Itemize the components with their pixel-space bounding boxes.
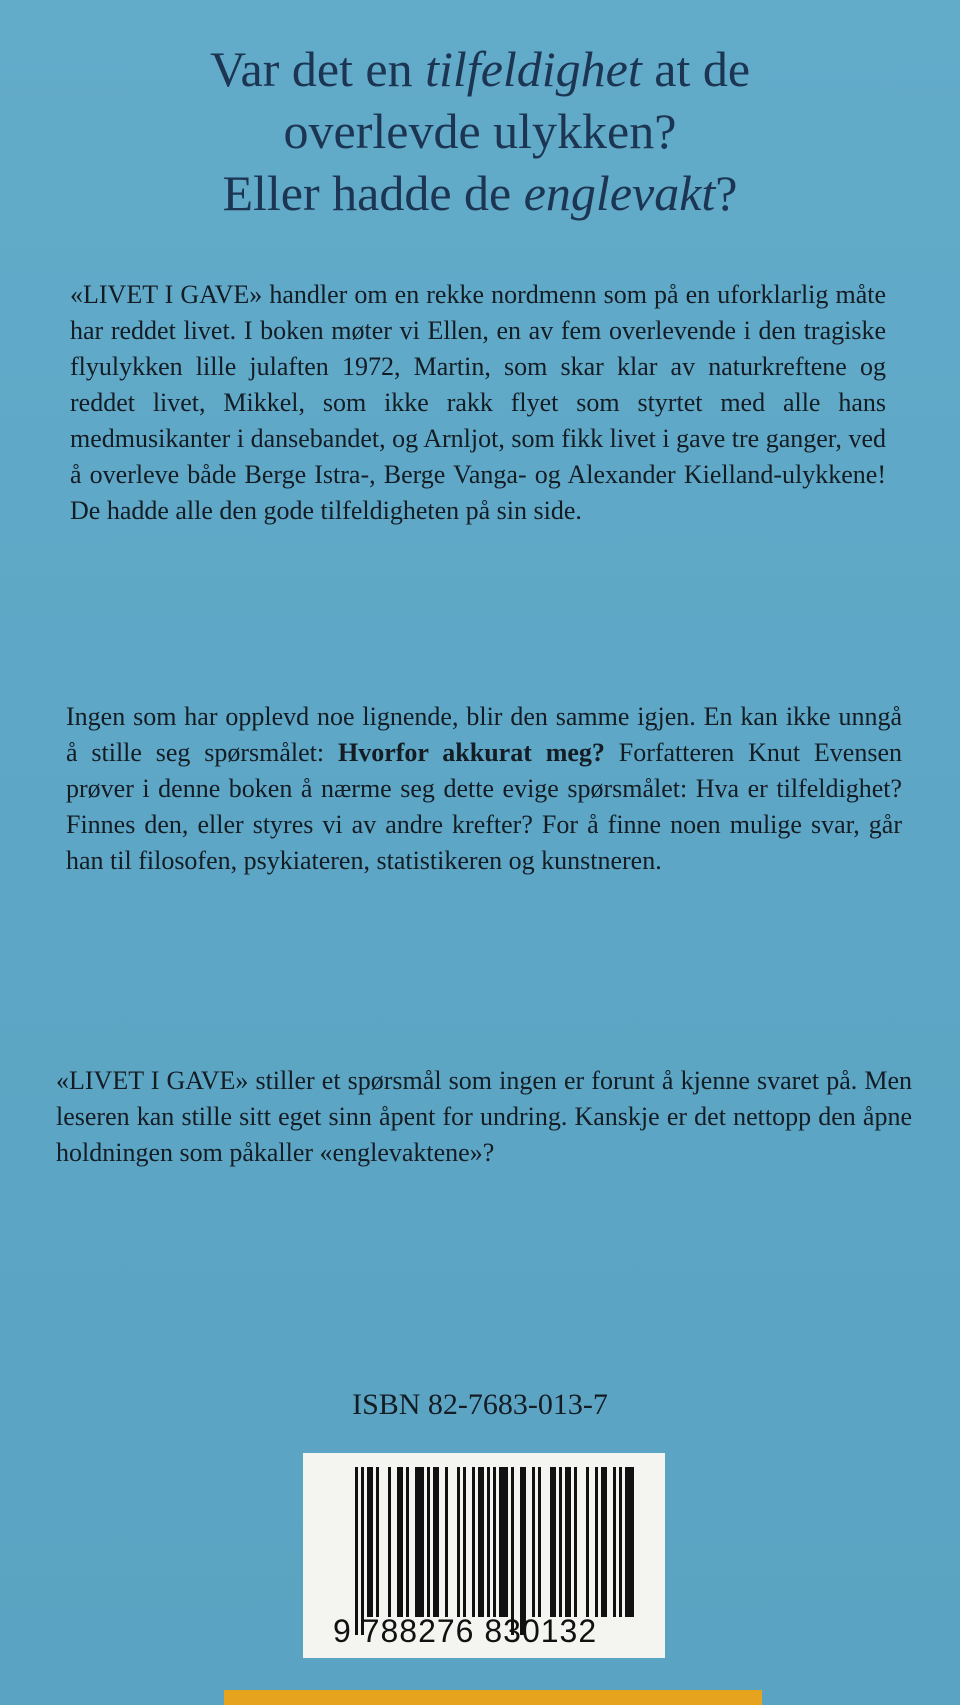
paragraph-text: Ingen som har opplevd noe lignende, blir den samme igjen. En kan ikke unngå å stille seg spørsmålet: <box>66 702 902 767</box>
barcode-bar <box>601 1467 607 1617</box>
barcode-bar <box>511 1467 514 1635</box>
barcode-digits: 9 788276 830132 <box>333 1613 598 1649</box>
barcode-bar <box>499 1467 508 1617</box>
accent-strip <box>224 1690 762 1705</box>
barcode-bar <box>478 1467 484 1617</box>
blurb-paragraph-3: «LIVET I GAVE» stiller et spørsmål som ingen er forunt å kjenne svaret på. Men leseren kan stille sitt eget sinn åpent for undring. Kanskje er det nettopp den åpne holdningen som påkaller «englevaktene»? <box>56 1066 912 1167</box>
headline-text: at de <box>641 41 751 97</box>
barcode-bar <box>532 1467 535 1617</box>
barcode-bar <box>472 1467 475 1617</box>
barcode-bar <box>595 1467 598 1617</box>
barcode-bar <box>397 1467 403 1617</box>
barcode-bar <box>355 1467 358 1635</box>
headline-line-2: overlevde ulykken? <box>283 103 677 159</box>
barcode-bar <box>445 1467 448 1617</box>
barcode-bar <box>427 1467 430 1617</box>
barcode-bar <box>619 1467 622 1617</box>
barcode-bar <box>457 1467 460 1617</box>
barcode-bar <box>613 1467 616 1617</box>
paragraph-bold-question: Hvorfor akkurat meg? <box>337 738 605 767</box>
barcode-bar <box>538 1467 541 1617</box>
headline-emphasis: englevakt <box>523 165 716 221</box>
isbn-number: ISBN 82-7683-013-7 <box>352 1388 608 1421</box>
barcode-bar <box>586 1467 589 1617</box>
headline-line-3 <box>60 162 900 224</box>
barcode-bar <box>565 1467 571 1617</box>
headline-text: ? <box>715 165 738 221</box>
blurb-paragraph-1: «LIVET I GAVE» handler om en rekke nordmenn som på en uforklarlig måte har reddet livet. I boken møter vi Ellen, en av fem overlevende i den tragiske flyulykken lille julaften 1972, Martin, som skar klar av naturkreftene og reddet livet, Mikkel, som ikke rakk flyet som styrtet med alle hans medmusikanter i dansebandet, og Arnljot, som fikk livet i gave tre ganger, ved å overleve både Berge Istra-, Berge Vanga- og Alexander Kielland-ulykkene! De hadde alle den gode tilfeldigheten på sin side. <box>70 280 886 525</box>
barcode-bar <box>559 1467 562 1617</box>
barcode-bar <box>433 1467 439 1617</box>
barcode-label <box>303 1453 665 1658</box>
barcode-bar <box>625 1467 634 1617</box>
barcode-bar <box>520 1467 526 1635</box>
barcode-bar <box>361 1467 364 1635</box>
headline-text: Eller hadde de <box>222 165 524 221</box>
barcode-bar <box>463 1467 466 1617</box>
barcode-bar <box>415 1467 424 1617</box>
headline-line-1 <box>60 38 900 100</box>
headline-text: Var det en <box>209 41 426 97</box>
barcode-bar <box>388 1467 391 1617</box>
barcode-bar <box>367 1467 373 1617</box>
barcode-bar <box>406 1467 409 1617</box>
cover-headline <box>60 38 900 224</box>
paragraph-text: Forfatteren Knut Evensen prøver i denne boken å nærme seg dette evige spørsmålet: Hva er tilfeldighet? Finnes den, eller styres vi av andre krefter? For å finne noen mulige svar, går han til filosofen, psykiateren, statistikeren og kunstneren. <box>66 738 902 875</box>
barcode-bar <box>487 1467 490 1617</box>
headline-emphasis: tilfeldighet <box>425 41 642 97</box>
barcode-bar <box>493 1467 496 1617</box>
barcode-bar <box>574 1467 577 1617</box>
blurb-paragraph-2 <box>66 699 902 879</box>
barcode-bar <box>376 1467 379 1617</box>
barcode-bar <box>550 1467 556 1617</box>
